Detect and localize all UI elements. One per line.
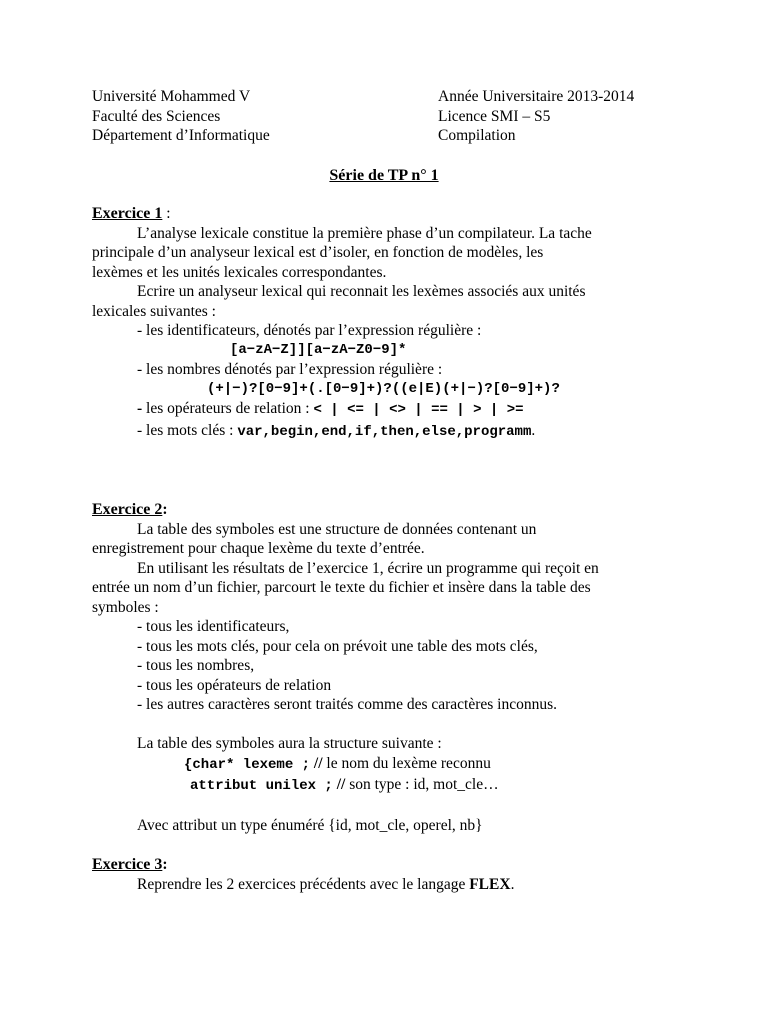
department-name: Département d’Informatique (92, 127, 270, 144)
exercise-1-paragraph-line: L’analyse lexicale constitue la première phase d’un compilateur. La tache (137, 224, 592, 242)
flex-language: FLEX (469, 875, 511, 893)
list-item: - tous les nombres, (137, 657, 255, 674)
exercise-1 (92, 204, 678, 442)
exercise-2-paragraph-line: entrée un nom d’un fichier, parcourt le texte du fichier et insère dans la table des (92, 579, 591, 596)
list-item: - tous les opérateurs de relation (137, 676, 332, 694)
spacer (92, 797, 678, 817)
list-item: - les autres caractères seront traités comme des caractères inconnus. (137, 696, 558, 713)
exercise-2 (92, 500, 678, 836)
number-item: - les nombres dénotés par l’expression régulière : (137, 361, 443, 378)
course-name: Compilation (438, 127, 516, 144)
keywords-item: - les mots clés : var,begin,end,if,then,else,programm. (137, 421, 536, 440)
list-item: - tous les identificateurs, (137, 618, 290, 635)
exercise-2-paragraph-line: enregistrement pour chaque lexème du texte d’entrée. (92, 540, 425, 557)
exercise-1-paragraph-line: lexicales suivantes : (92, 302, 216, 320)
program-level: Licence SMI – S5 (438, 107, 551, 125)
structure-field-attribut: attribut unilex ; // son type : id, mot_cle… (190, 776, 499, 794)
exercise-3-heading: Exercice 3: (92, 856, 168, 873)
keywords-list: var,begin,end,if,then,else,programm (237, 423, 532, 440)
list-item: - tous les mots clés, pour cela on prévoit une table des mots clés, (137, 637, 538, 655)
exercise-2-paragraph-line: En utilisant les résultats de l’exercice 1, écrire un programme qui reçoit en (137, 559, 599, 577)
title-text: Série de TP n° 1 (329, 167, 439, 184)
enum-description: Avec attribut un type énuméré {id, mot_cle, operel, nb} (137, 817, 483, 834)
exercise-3-text: Reprendre les 2 exercices précédents avec le langage FLEX. (137, 875, 515, 893)
operators-list: < | <= | <> | == | > | >= (313, 402, 524, 418)
institution-header (92, 87, 270, 146)
structure-field-lexeme: {char* lexeme ; // le nom du lexème reconnu (184, 754, 491, 773)
exercise-1-paragraph-line: Ecrire un analyseur lexical qui reconnait les lexèmes associés aux unités (137, 283, 586, 300)
exercise-1-paragraph-line: lexèmes et les unités lexicales correspondantes. (92, 263, 387, 281)
course-header (438, 87, 634, 146)
academic-year: Année Universitaire 2013-2014 (438, 88, 635, 105)
structure-intro: La table des symboles aura la structure suivante : (137, 735, 442, 752)
spacer (92, 715, 678, 735)
exercise-1-paragraph-line: principale d’un analyseur lexical est d’isoler, en fonction de modèles, les (92, 244, 544, 261)
faculty-name: Faculté des Sciences (92, 107, 221, 125)
document-title (0, 166, 768, 186)
identifier-regex: [a−zA−Z]][a−zA−Z0−9]* (230, 341, 407, 358)
identifier-item: - les identificateurs, dénotés par l’expression régulière : (137, 322, 482, 339)
exercise-2-paragraph-line: symboles : (92, 598, 159, 616)
operators-item: - les opérateurs de relation : < | <= | <> | == | > | >= (137, 400, 524, 418)
exercise-2-heading: Exercice 2: (92, 501, 168, 518)
exercise-2-paragraph-line: La table des symboles est une structure de données contenant un (137, 520, 537, 538)
exercise-3 (92, 855, 678, 894)
number-regex: (+|−)?[0−9]+(.[0−9]+)?((e|E)(+|−)?[0−9]+)? (207, 380, 560, 397)
exercise-1-heading: Exercice 1 : (92, 205, 171, 222)
university-name: Université Mohammed V (92, 88, 251, 105)
